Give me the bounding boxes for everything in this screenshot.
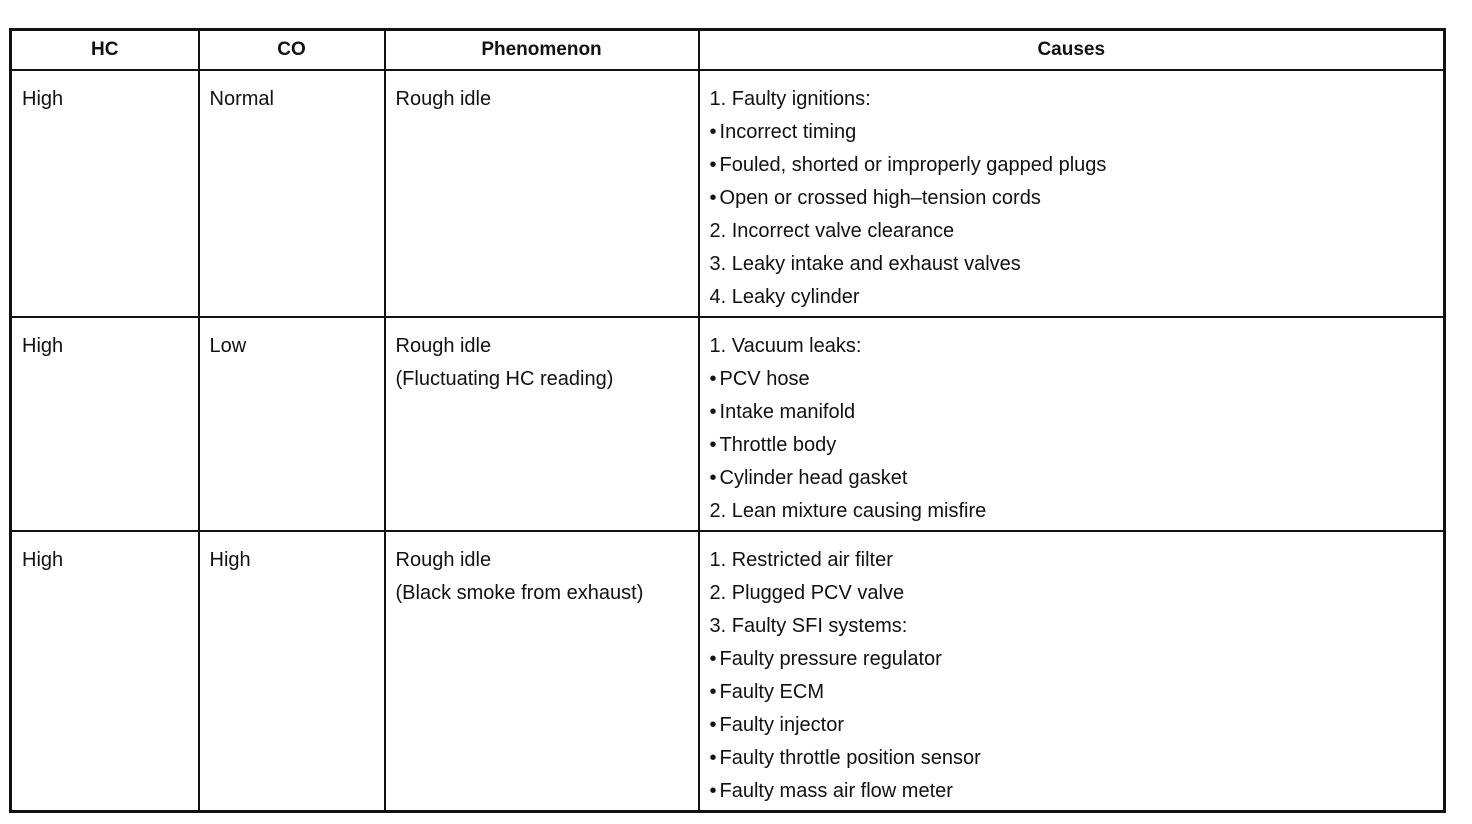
co-cell: Normal xyxy=(199,70,385,317)
cause-bullet-item: • Cylinder head gasket xyxy=(710,462,1434,495)
hc-cell: High xyxy=(11,70,199,317)
cause-bullet-item: • Fouled, shorted or improperly gapped plugs xyxy=(710,149,1434,182)
cause-numbered-item: 1. Restricted air filter xyxy=(709,549,893,571)
hc-cell: High xyxy=(11,317,199,531)
phenomenon-line: Rough idle xyxy=(395,335,492,357)
header-phenomenon: Phenomenon xyxy=(385,30,699,71)
phenomenon-line: Rough idle xyxy=(395,549,492,571)
cause-bullet-item: • Incorrect timing xyxy=(710,116,1434,149)
header-hc: HC xyxy=(11,30,199,71)
cause-numbered-item: 3. Faulty SFI systems: xyxy=(709,615,908,637)
cause-bullet-item: • Faulty throttle position sensor xyxy=(710,742,1434,775)
phenomenon-cell xyxy=(385,70,699,317)
table-row xyxy=(11,70,1445,317)
header-row xyxy=(11,30,1445,71)
phenomenon-line: Rough idle xyxy=(395,88,492,110)
causes-cell xyxy=(699,531,1445,812)
phenomenon-line: (Black smoke from exhaust) xyxy=(395,582,644,604)
causes-cell xyxy=(699,70,1445,317)
cause-bullet-item: • Faulty pressure regulator xyxy=(710,643,1434,676)
header-causes: Causes xyxy=(699,30,1445,71)
co-cell: Low xyxy=(199,317,385,531)
cause-numbered-item: 1. Faulty ignitions: xyxy=(709,88,871,110)
header-co: CO xyxy=(199,30,385,71)
causes-cell xyxy=(699,317,1445,531)
phenomenon-cell xyxy=(385,317,699,531)
table-row xyxy=(11,317,1445,531)
phenomenon-line: (Fluctuating HC reading) xyxy=(395,368,614,390)
cause-bullet-item: • Throttle body xyxy=(710,429,1434,462)
table-body xyxy=(11,70,1445,812)
cause-numbered-item: 1. Vacuum leaks: xyxy=(709,335,862,357)
phenomenon-cell xyxy=(385,531,699,812)
hc-cell: High xyxy=(11,531,199,812)
cause-numbered-item: 2. Lean mixture causing misfire xyxy=(709,500,987,522)
cause-bullet-item: • Faulty ECM xyxy=(710,676,1434,709)
cause-numbered-item: 4. Leaky cylinder xyxy=(709,286,860,308)
cause-bullet-item: • Intake manifold xyxy=(710,396,1434,429)
cause-numbered-item: 3. Leaky intake and exhaust valves xyxy=(709,253,1021,275)
cause-bullet-item: • PCV hose xyxy=(710,363,1434,396)
cause-bullet-item: • Open or crossed high–tension cords xyxy=(710,182,1434,215)
co-cell: High xyxy=(199,531,385,812)
diagnosis-table xyxy=(9,28,1446,813)
cause-numbered-item: 2. Incorrect valve clearance xyxy=(709,220,955,242)
table-row xyxy=(11,531,1445,812)
cause-numbered-item: 2. Plugged PCV valve xyxy=(709,582,905,604)
cause-bullet-item: • Faulty injector xyxy=(710,709,1434,742)
cause-bullet-item: • Faulty mass air flow meter xyxy=(710,775,1434,808)
